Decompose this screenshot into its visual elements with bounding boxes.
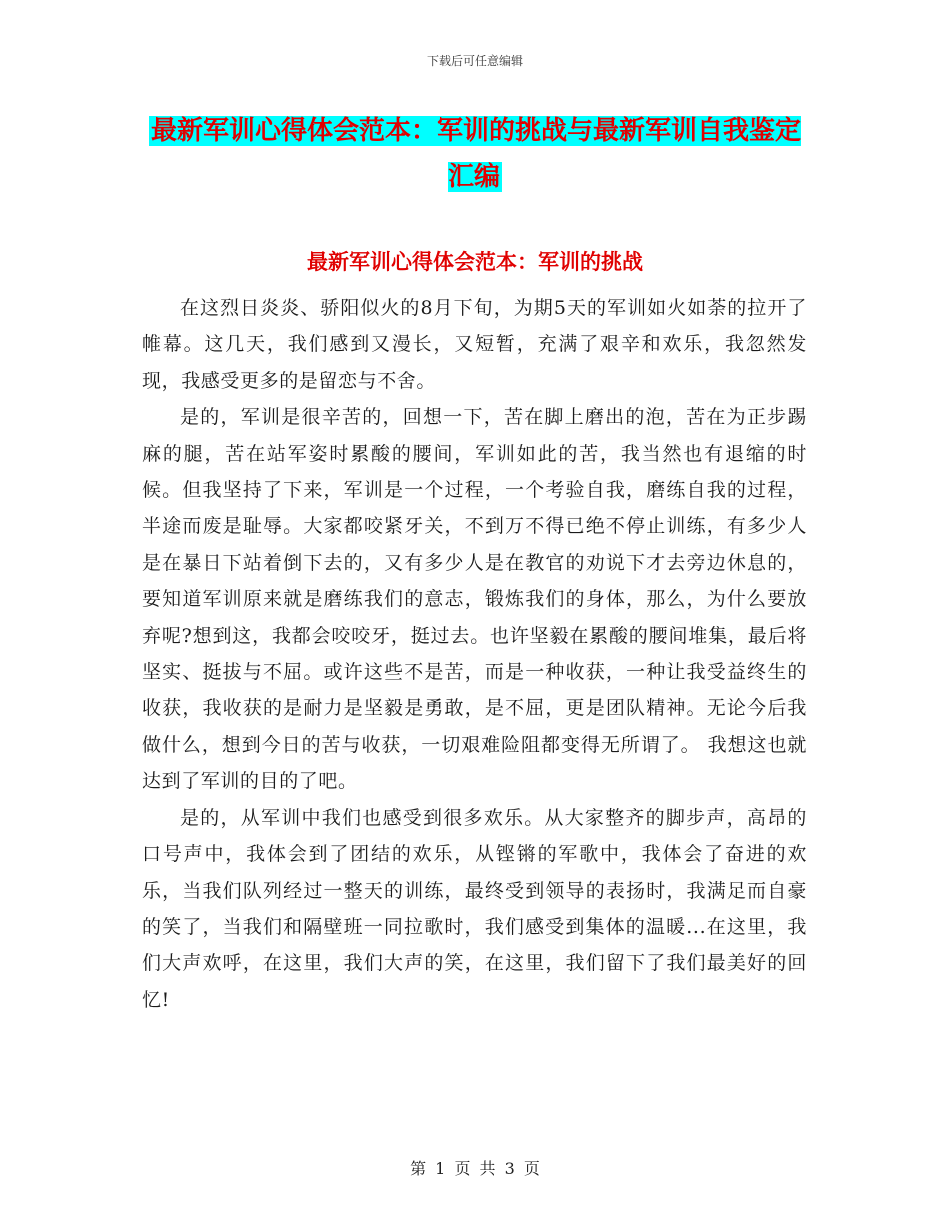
paragraph-1: 在这烈日炎炎、骄阳似火的8月下旬，为期5天的军训如火如荼的拉开了帷幕。这几天，我们感到又漫长，又短暂，充满了艰辛和欢乐，我忽然发现，我感受更多的是留恋与不舍。 bbox=[142, 297, 807, 392]
paragraph-3: 是的，从军训中我们也感受到很多欢乐。从大家整齐的脚步声，高昂的口号声中，我体会到了团结的欢乐，从铿锵的军歌中，我体会了奋进的欢乐，当我们队列经过一整天的训练，最终受到领导的表扬时，我满足而自豪的笑了，当我们和隔壁班一同拉歌时，我们感受到集体的温暖...在这里，我们大声欢呼，在这里，我们大声的笑，在这里，我们留下了我们最美好的回忆! bbox=[142, 806, 807, 1011]
document-title-highlight: 最新军训心得体会范本：军训的挑战与最新军训自我鉴定汇编 bbox=[150, 116, 801, 192]
page-number: 第 1 页 共 3 页 bbox=[410, 1159, 540, 1178]
section-title: 最新军训心得体会范本：军训的挑战 bbox=[307, 250, 643, 274]
document-title bbox=[140, 108, 810, 200]
page-header-note: 下载后可任意编辑 bbox=[426, 54, 523, 68]
body-text bbox=[142, 290, 807, 1018]
paragraph-2: 是的，军训是很辛苦的，回想一下，苦在脚上磨出的泡，苦在为正步踢麻的腿，苦在站军姿时累酸的腰间，军训如此的苦，我当然也有退缩的时候。但我坚持了下来，军训是一个过程，一个考验自我，磨练自我的过程，半途而废是耻辱。大家都咬紧牙关，不到万不得已绝不停止训练，有多少人是在暴日下站着倒下去的，又有多少人是在教官的劝说下才去旁边休息的，要知道军训原来就是磨练我们的意志，锻炼我们的身体，那么，为什么要放弃呢?想到这，我都会咬咬牙，挺过去。也许坚毅在累酸的腰间堆集，最后将坚实、挺拔与不屈。或许这些不是苦，而是一种收获，一种让我受益终生的收获，我收获的是耐力是坚毅是勇敢，是不屈，更是团队精神。无论今后我做什么，想到今日的苦与收获，一切艰难险阻都变得无所谓了。 我想这也就达到了军训的目的了吧。 bbox=[142, 406, 807, 793]
